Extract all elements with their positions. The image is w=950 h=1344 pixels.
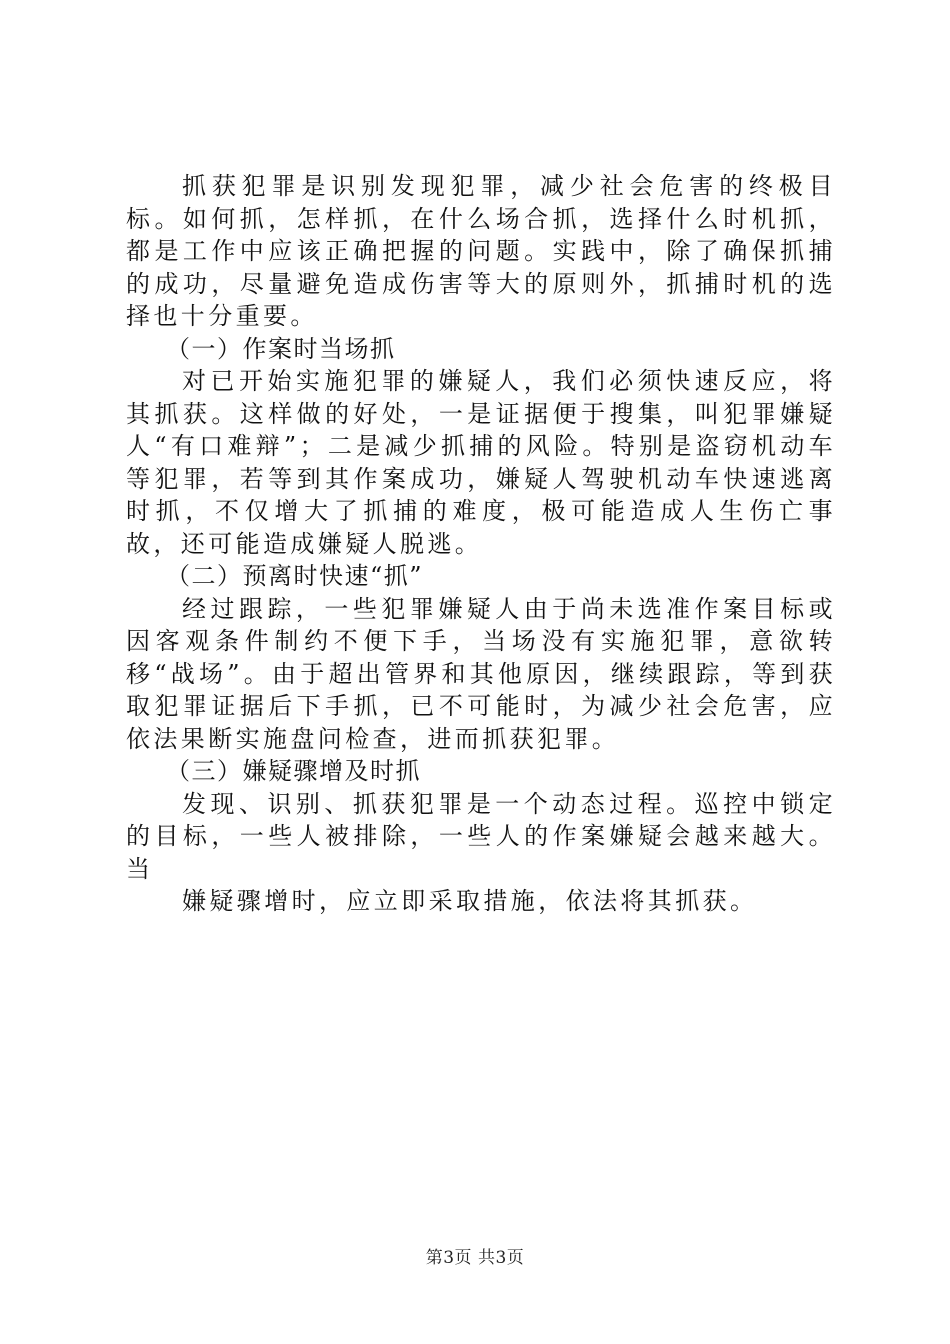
paragraph-section-2: 经过跟踪，一些犯罪嫌疑人由于尚未选准作案目标或因客观条件制约不便下手，当场没有实施犯罪，意欲转移“战场”。由于超出管界和其他原因，继续跟踪，等到获取犯罪证据后下手抓，已不可能时，为减少社会危害，应依法果断实施盘问检查，进而抓获犯罪。 <box>126 594 836 753</box>
paragraph-intro: 抓获犯罪是识别发现犯罪，减少社会危害的终极目标。如何抓，怎样抓，在什么场合抓，选择什么时机抓，都是工作中应该正确把握的问题。实践中，除了确保抓捕的成功，尽量避免造成伤害等大的原则外，抓捕时机的选择也十分重要。 <box>126 172 836 330</box>
section-heading-2: （二）预离时快速“抓” <box>166 562 424 590</box>
paragraph-section-3: 发现、识别、抓获犯罪是一个动态过程。巡控中锁定的目标，一些人被排除，一些人的作案嫌疑会越来越大。当 <box>126 789 836 883</box>
paragraph-section-3-continued: 嫌疑骤增时，应立即采取措施，依法将其抓获。 <box>182 887 758 915</box>
document-body <box>126 170 836 918</box>
section-heading-3: （三）嫌疑骤增及时抓 <box>166 757 421 785</box>
paragraph-section-1: 对已开始实施犯罪的嫌疑人，我们必须快速反应，将其抓获。这样做的好处，一是证据便于搜集，叫犯罪嫌疑人“有口难辩”；二是减少抓捕的风险。特别是盗窃机动车等犯罪，若等到其作案成功，嫌疑人驾驶机动车快速逃离时抓，不仅增大了抓捕的难度，极可能造成人生伤亡事故，还可能造成嫌疑人脱逃。 <box>126 367 836 558</box>
section-heading-1: （一）作案时当场抓 <box>166 334 396 363</box>
page-number-footer: 第3页 共3页 <box>425 1248 525 1268</box>
